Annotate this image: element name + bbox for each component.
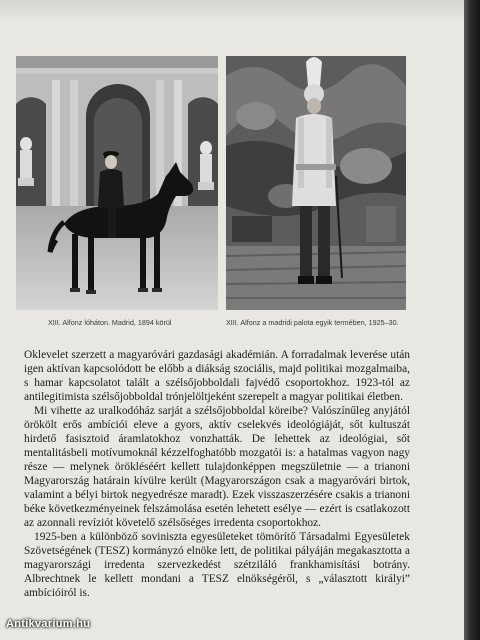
- paragraph-2: Mi vihette az uralkodóház sarját a szélsőjobboldal köreibe? Valószínűleg anyjától örökölt erős ambíciói eleve a gyors, aktív cselekvés ideológiáját, sőt kultuszát hirdető fasisztoid áramlatokhoz vonzhatták. De lehettek az ideológiai, sőt mentalitásbeli motívumoknál kézzelfoghatóbb mozgatói is: a hatalmas vagyon nagy része — melynek örökléséért kellett tulajdonképpen megszületnie — a trianoni Magyarország határain kívülre került (Magyarországon csak a magyaróvári birtok, valamint a bélyi birtok negyedrésze maradt). Ezek visszaszerzésére csakis a trianoni béke következményeinek felszámolása esetén lehetett esélye — ezért is csatlakozott az azonnali revíziót követelő szélsőséges irredenta csoportokhoz.: [24, 405, 410, 529]
- photo-palace-hall: [226, 56, 406, 310]
- page-top-shadow: [0, 0, 464, 22]
- paragraph-3: 1925-ben a különböző soviniszta egyesületeket tömörítő Társadalmi Egyesületek Szövetségének (TESZ) kormányzó elnöke lett, de politikai pályáján megakasztotta a magyarországi irredenta szervezkedést szétziláló frankhamisítási botrány. Albrechtnek le kellett mondani a TESZ elnökségéről, s „választott királyi” ambícióiról is.: [24, 531, 410, 599]
- photo-caption-2: XIII. Alfonz a madridi palota egyik termében, 1925–30.: [226, 318, 399, 327]
- photo-caption-1: XIII. Alfonz lóháton. Madrid, 1894 körül: [48, 318, 172, 327]
- paragraph-1: Oklevelet szerzett a magyaróvári gazdasági akadémián. A forradalmak leverése után igen aktívan kapcsolódott be előbb a diákság szociális, majd politikai mozgalmaiba, s hamar kapcsolatot talált a szélsőjobboldali fajvédő csoportokhoz. 1923-tól az antilegitimista szélsőjobboldal trónjelöltjeként szerepelt a magyar politikai életben.: [24, 349, 410, 403]
- article-body: [24, 348, 410, 600]
- watermark-text: Antikvarium.hu: [6, 618, 91, 630]
- book-spine-shadow: [464, 0, 480, 640]
- photo-horse-rider: [16, 56, 218, 310]
